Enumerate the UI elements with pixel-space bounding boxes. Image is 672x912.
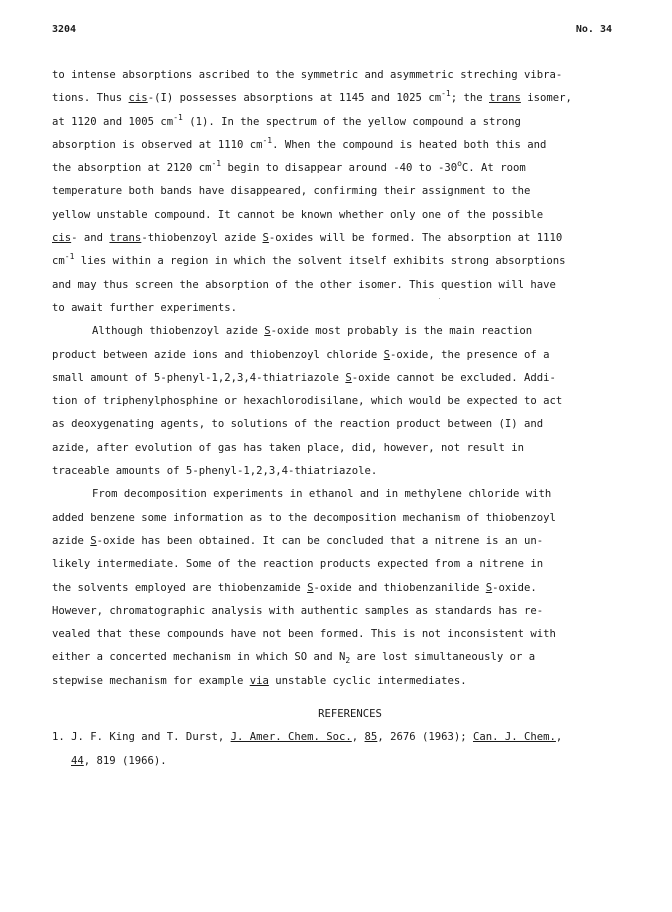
text-line: and may thus screen the absorption of the other isomer. This question will have (52, 278, 556, 291)
text-line: However, chromatographic analysis with authentic samples as standards has re- (52, 604, 544, 617)
text-line: From decomposition experiments in ethanol and in methylene chloride with (92, 488, 552, 501)
article-body (52, 64, 618, 773)
text-line: to await further experiments. (52, 301, 237, 314)
text-line: added benzene some information as to the decomposition mechanism of thiobenzoyl (52, 511, 556, 524)
text-line: cis- and trans-thiobenzoyl azide S-oxides will be formed. The absorption at 1110 (52, 232, 563, 245)
text-line: at 1120 and 1005 $cm^{-1}$ (1). In the spectrum of the yellow compound a strong (52, 112, 521, 128)
page-number: 3204 (52, 24, 77, 35)
text-line: either a concerted mechanism in which SO and $N_2$ are lost simultaneously or a (52, 651, 536, 666)
text-line: vealed that these compounds have not been formed. This is not inconsistent with (52, 628, 556, 641)
text-line: $cm^{-1}$ lies within a region in which the solvent itself exhibits strong absorptions (52, 252, 566, 268)
text-line: stepwise mechanism for example via unstable cyclic intermediates. (52, 674, 467, 687)
text-line: the absorption at 2120 $cm^{-1}$ begin to disappear around -40 to -30$^o$C. At room (52, 159, 526, 175)
text-line: yellow unstable compound. It cannot be known whether only one of the possible (52, 208, 544, 221)
text-line: absorption is observed at 1110 $cm^{-1}$. When the compound is heated both this and (52, 135, 547, 151)
references-heading: REFERENCES (318, 708, 382, 721)
text-line: as deoxygenating agents, to solutions of the reaction product between (I) and (52, 418, 544, 431)
text-line: traceable amounts of 5-phenyl-1,2,3,4-thiatriazole. (52, 465, 378, 478)
text-line: tions. Thus cis-(I) possesses absorptions at 1145 and 1025 $cm^{-1}$; the trans isomer, (52, 89, 572, 105)
text-line: azide S-oxide has been obtained. It can be concluded that a nitrene is an un- (52, 534, 544, 547)
text-line: small amount of 5-phenyl-1,2,3,4-thiatriazole S-oxide cannot be excluded. Addi- (52, 371, 556, 384)
text-line: product between azide ions and thiobenzoyl chloride S-oxide, the presence of a (52, 348, 550, 361)
text-line: tion of triphenylphosphine or hexachlorodisilane, which would be expected to act (52, 395, 563, 408)
text-line: temperature both bands have disappeared, confirming their assignment to the (52, 185, 531, 198)
reference-1-continued: 44, 819 (1966). (71, 754, 167, 767)
text-line: to intense absorptions ascribed to the symmetric and asymmetric streching vibra- (52, 69, 563, 81)
text-line: Although thiobenzoyl azide S-oxide most probably is the main reaction (92, 325, 533, 338)
text-line: likely intermediate. Some of the reaction products expected from a nitrene in (52, 558, 544, 571)
issue-number: No. 34 (575, 24, 612, 35)
reference-1: 1. J. F. King and T. Durst, J. Amer. Chem. Soc., 85, 2676 (1963); Can. J. Chem., (52, 731, 563, 744)
text-line: azide, after evolution of gas has taken place, did, however, not result in (52, 441, 524, 454)
text-line: the solvents employed are thiobenzamide S-oxide and thiobenzanilide S-oxide. (52, 581, 537, 594)
